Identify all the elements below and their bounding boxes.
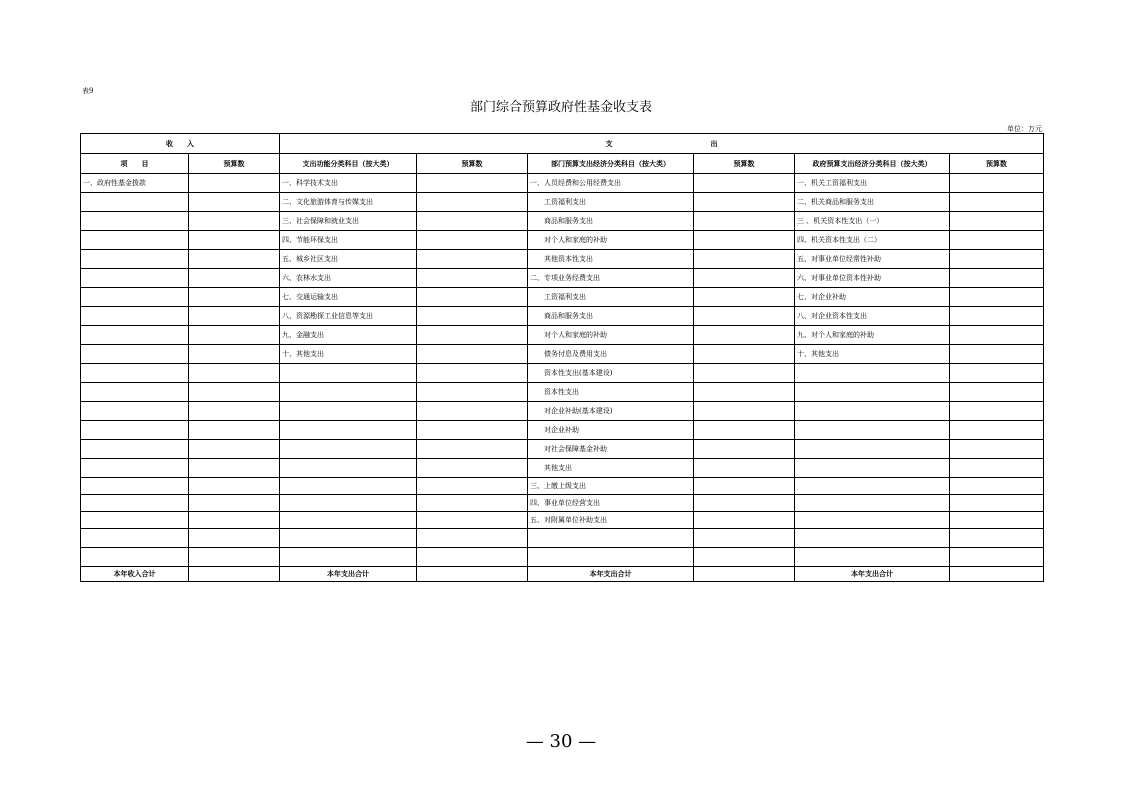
header-row-top (81, 134, 1044, 154)
gov-economic-category-cell: 二、机关商品和服务支出 (795, 193, 950, 212)
dept-amount-cell (694, 421, 795, 440)
income-amount-cell (189, 529, 280, 548)
dept-amount-cell (694, 326, 795, 345)
gov-economic-category-cell: 四、机关资本性支出（二） (795, 231, 950, 250)
table-row (81, 459, 1044, 478)
function-amount-cell (417, 495, 528, 512)
income-total-value (189, 567, 280, 582)
income-amount-cell (189, 345, 280, 364)
function-category-cell (280, 440, 417, 459)
function-amount-cell (417, 307, 528, 326)
gov-amount-cell (950, 307, 1044, 326)
function-amount-cell (417, 288, 528, 307)
function-category-cell (280, 548, 417, 567)
dept-economic-category-cell: 五、对附属单位补助支出 (528, 512, 694, 529)
function-category-cell (280, 383, 417, 402)
income-item-cell (81, 307, 189, 326)
table-row (81, 345, 1044, 364)
table-row (81, 364, 1044, 383)
income-amount-cell (189, 250, 280, 269)
dept-amount-cell (694, 459, 795, 478)
income-item-cell (81, 440, 189, 459)
dept-economic-category-cell: 其他支出 (528, 459, 694, 478)
gov-amount-cell (950, 495, 1044, 512)
dept-economic-category-cell: 商品和服务支出 (528, 307, 694, 326)
function-amount-cell (417, 548, 528, 567)
gov-economic-category-cell (795, 495, 950, 512)
income-item-cell (81, 383, 189, 402)
gov-amount-cell (950, 478, 1044, 495)
table-row (81, 548, 1044, 567)
function-amount-cell (417, 383, 528, 402)
dept-economic-category-cell: 一、人员经费和公用经费支出 (528, 174, 694, 193)
income-amount-cell (189, 174, 280, 193)
income-header: 收 入 (81, 134, 280, 154)
function-amount-cell (417, 364, 528, 383)
function-amount-cell (417, 174, 528, 193)
gov-amount-cell (950, 193, 1044, 212)
dept-economic-category-cell: 对个人和家庭的补助 (528, 326, 694, 345)
column-header: 政府预算支出经济分类科目（按大类） (795, 154, 950, 174)
gov-economic-category-cell (795, 529, 950, 548)
income-amount-cell (189, 193, 280, 212)
income-amount-cell (189, 495, 280, 512)
function-amount-cell (417, 459, 528, 478)
function-category-cell: 一、科学技术支出 (280, 174, 417, 193)
table-row (81, 383, 1044, 402)
table-row (81, 174, 1044, 193)
dept-economic-category-cell: 工资福利支出 (528, 193, 694, 212)
gov-economic-category-cell (795, 383, 950, 402)
function-category-cell (280, 402, 417, 421)
function-category-cell (280, 512, 417, 529)
gov-amount-cell (950, 174, 1044, 193)
function-category-cell (280, 529, 417, 548)
dept-amount-cell (694, 512, 795, 529)
dept-amount-cell (694, 383, 795, 402)
dept-economic-category-cell: 对企业补助(基本建设) (528, 402, 694, 421)
table-row (81, 529, 1044, 548)
income-item-cell (81, 345, 189, 364)
dept-total-value (694, 567, 795, 582)
income-item-cell (81, 529, 189, 548)
gov-amount-cell (950, 231, 1044, 250)
income-amount-cell (189, 383, 280, 402)
income-item-cell (81, 250, 189, 269)
dept-economic-category-cell: 工资福利支出 (528, 288, 694, 307)
dept-amount-cell (694, 212, 795, 231)
column-header: 预算数 (417, 154, 528, 174)
income-amount-cell (189, 512, 280, 529)
table-number: 表9 (82, 87, 94, 95)
budget-table (80, 133, 1044, 582)
income-amount-cell (189, 364, 280, 383)
table-row (81, 402, 1044, 421)
gov-economic-category-cell: 三 、机关资本性支出（一） (795, 212, 950, 231)
gov-amount-cell (950, 212, 1044, 231)
gov-amount-cell (950, 364, 1044, 383)
gov-economic-category-cell (795, 364, 950, 383)
page-title: 部门综合预算政府性基金收支表 (469, 100, 652, 115)
function-category-cell: 六、农林水支出 (280, 269, 417, 288)
table-row (81, 307, 1044, 326)
function-amount-cell (417, 269, 528, 288)
dept-amount-cell (694, 402, 795, 421)
gov-economic-category-cell: 十、其他支出 (795, 345, 950, 364)
table-row (81, 421, 1044, 440)
table-row (81, 212, 1044, 231)
gov-economic-category-cell (795, 548, 950, 567)
income-amount-cell (189, 459, 280, 478)
gov-amount-cell (950, 269, 1044, 288)
gov-economic-category-cell: 九、对个人和家庭的补助 (795, 326, 950, 345)
column-header: 预算数 (189, 154, 280, 174)
gov-economic-category-cell (795, 440, 950, 459)
function-total-value (417, 567, 528, 582)
dept-amount-cell (694, 174, 795, 193)
function-category-cell: 三、社会保障和就业支出 (280, 212, 417, 231)
table-row (81, 478, 1044, 495)
dept-amount-cell (694, 288, 795, 307)
function-category-cell: 十、其他支出 (280, 345, 417, 364)
dept-economic-category-cell: 对个人和家庭的补助 (528, 231, 694, 250)
gov-economic-category-cell: 五、对事业单位经常性补助 (795, 250, 950, 269)
gov-economic-category-cell (795, 421, 950, 440)
income-item-cell (81, 548, 189, 567)
table-row (81, 269, 1044, 288)
income-item-cell (81, 212, 189, 231)
table-row (81, 231, 1044, 250)
dept-amount-cell (694, 193, 795, 212)
function-amount-cell (417, 402, 528, 421)
dept-economic-category-cell: 其他资本性支出 (528, 250, 694, 269)
income-amount-cell (189, 269, 280, 288)
gov-total-label: 本年支出合计 (795, 567, 950, 582)
gov-economic-category-cell (795, 459, 950, 478)
function-amount-cell (417, 421, 528, 440)
dept-economic-category-cell: 资本性支出 (528, 383, 694, 402)
income-amount-cell (189, 402, 280, 421)
function-amount-cell (417, 529, 528, 548)
dept-economic-category-cell (528, 529, 694, 548)
income-amount-cell (189, 307, 280, 326)
dept-amount-cell (694, 478, 795, 495)
gov-amount-cell (950, 288, 1044, 307)
gov-amount-cell (950, 250, 1044, 269)
income-item-cell (81, 364, 189, 383)
gov-economic-category-cell (795, 478, 950, 495)
income-item-cell (81, 231, 189, 250)
table-row (81, 512, 1044, 529)
income-item-cell (81, 495, 189, 512)
function-amount-cell (417, 440, 528, 459)
gov-amount-cell (950, 512, 1044, 529)
gov-economic-category-cell: 六、对事业单位资本性补助 (795, 269, 950, 288)
gov-amount-cell (950, 548, 1044, 567)
dept-amount-cell (694, 231, 795, 250)
column-header: 部门预算支出经济分类科目（按大类） (528, 154, 694, 174)
income-item-cell (81, 402, 189, 421)
dept-total-label: 本年支出合计 (528, 567, 694, 582)
dept-amount-cell (694, 364, 795, 383)
table-row (81, 495, 1044, 512)
income-amount-cell (189, 326, 280, 345)
dept-economic-category-cell: 三、上缴上级支出 (528, 478, 694, 495)
dept-economic-category-cell: 债务付息及费用支出 (528, 345, 694, 364)
gov-amount-cell (950, 326, 1044, 345)
table-row (81, 440, 1044, 459)
income-item-cell (81, 288, 189, 307)
gov-amount-cell (950, 459, 1044, 478)
gov-amount-cell (950, 529, 1044, 548)
function-amount-cell (417, 326, 528, 345)
dept-amount-cell (694, 269, 795, 288)
function-category-cell (280, 421, 417, 440)
page-number: — 30 — (525, 731, 597, 752)
unit-label: 单位：万元 (1007, 125, 1042, 133)
function-amount-cell (417, 193, 528, 212)
table-row (81, 193, 1044, 212)
dept-economic-category-cell (528, 548, 694, 567)
function-amount-cell (417, 478, 528, 495)
column-header: 项 目 (81, 154, 189, 174)
income-amount-cell (189, 440, 280, 459)
function-category-cell (280, 459, 417, 478)
gov-economic-category-cell (795, 512, 950, 529)
income-item-cell (81, 326, 189, 345)
dept-amount-cell (694, 548, 795, 567)
income-item-cell (81, 193, 189, 212)
income-amount-cell (189, 548, 280, 567)
function-total-label: 本年支出合计 (280, 567, 417, 582)
function-category-cell (280, 495, 417, 512)
expense-header: 支 出 (280, 134, 1044, 154)
dept-amount-cell (694, 495, 795, 512)
function-category-cell: 四、节能环保支出 (280, 231, 417, 250)
gov-economic-category-cell: 八、对企业资本性支出 (795, 307, 950, 326)
gov-economic-category-cell: 一、机关工资福利支出 (795, 174, 950, 193)
function-amount-cell (417, 212, 528, 231)
dept-economic-category-cell: 二、专项业务经费支出 (528, 269, 694, 288)
income-total-label: 本年收入合计 (81, 567, 189, 582)
table-row (81, 288, 1044, 307)
function-category-cell: 九、金融支出 (280, 326, 417, 345)
income-amount-cell (189, 288, 280, 307)
gov-amount-cell (950, 345, 1044, 364)
dept-economic-category-cell: 对企业补助 (528, 421, 694, 440)
dept-amount-cell (694, 250, 795, 269)
function-amount-cell (417, 250, 528, 269)
income-amount-cell (189, 421, 280, 440)
gov-amount-cell (950, 440, 1044, 459)
gov-amount-cell (950, 421, 1044, 440)
function-category-cell: 七、交通运输支出 (280, 288, 417, 307)
function-category-cell (280, 364, 417, 383)
column-header: 支出功能分类科目（按大类） (280, 154, 417, 174)
income-item-cell (81, 421, 189, 440)
table-row (81, 250, 1044, 269)
table-row (81, 326, 1044, 345)
column-header: 预算数 (694, 154, 795, 174)
income-item-cell (81, 512, 189, 529)
dept-economic-category-cell: 对社会保障基金补助 (528, 440, 694, 459)
totals-row (81, 567, 1044, 582)
income-item-cell (81, 269, 189, 288)
gov-amount-cell (950, 383, 1044, 402)
function-amount-cell (417, 512, 528, 529)
function-amount-cell (417, 231, 528, 250)
function-category-cell (280, 478, 417, 495)
income-item-cell (81, 478, 189, 495)
dept-economic-category-cell: 商品和服务支出 (528, 212, 694, 231)
income-amount-cell (189, 212, 280, 231)
dept-amount-cell (694, 529, 795, 548)
function-category-cell: 八、资源勘探工业信息等支出 (280, 307, 417, 326)
gov-economic-category-cell (795, 402, 950, 421)
header-row-columns (81, 154, 1044, 174)
function-category-cell: 五、城乡社区支出 (280, 250, 417, 269)
dept-amount-cell (694, 345, 795, 364)
gov-amount-cell (950, 402, 1044, 421)
dept-amount-cell (694, 440, 795, 459)
function-category-cell: 二、文化旅游体育与传媒支出 (280, 193, 417, 212)
gov-economic-category-cell: 七、对企业补助 (795, 288, 950, 307)
function-amount-cell (417, 345, 528, 364)
dept-economic-category-cell: 四、事业单位经营支出 (528, 495, 694, 512)
dept-economic-category-cell: 资本性支出(基本建设) (528, 364, 694, 383)
income-amount-cell (189, 478, 280, 495)
gov-total-value (950, 567, 1044, 582)
income-item-cell: 一、政府性基金拨款 (81, 174, 189, 193)
dept-amount-cell (694, 307, 795, 326)
income-amount-cell (189, 231, 280, 250)
income-item-cell (81, 459, 189, 478)
column-header: 预算数 (950, 154, 1044, 174)
